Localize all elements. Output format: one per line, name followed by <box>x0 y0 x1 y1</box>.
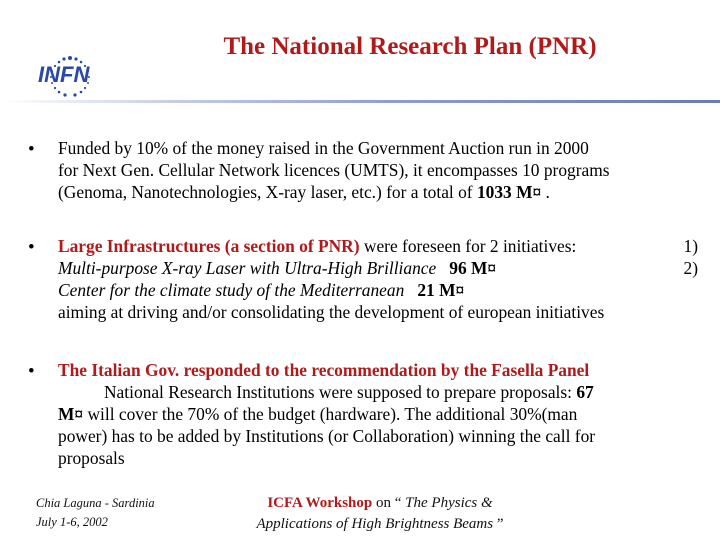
total-amount: 1033 M¤ <box>476 182 542 202</box>
bullet-infrastructures <box>58 235 698 323</box>
bullet-marker: • <box>28 139 35 160</box>
funding-line-3: (Genoma, Nanotechnologies, X-ray laser, etc.) for a total of 1033 M¤ . <box>58 182 550 202</box>
infra-line-4: aiming at driving and/or consolidating the development of european initiatives <box>58 302 605 322</box>
funding-line-1: Funded by 10% of the money raised in the Government Auction run in 2000 <box>58 138 589 158</box>
footer-venue <box>36 494 155 532</box>
gov-heading: The Italian Gov. responded to the recommendation by the Fasella Panel <box>58 360 590 380</box>
bullet-marker: • <box>28 361 35 382</box>
bullet-funding <box>58 137 698 203</box>
footer-workshop: ICFA Workshop on “ The Physics & Applications of High Brightness Beams ” <box>256 495 504 532</box>
infra-item-1: Multi-purpose X-ray Laser with Ultra-High Brilliance <box>58 258 437 278</box>
infra-amount-2: 21 M¤ <box>417 280 465 300</box>
page-title: The National Research Plan (PNR) <box>223 33 597 60</box>
footer-location: Chia Laguna - Sardinia <box>36 496 155 510</box>
gov-line-5: proposals <box>58 448 125 468</box>
gov-line-3: M¤ will cover the 70% of the budget (hardware). The additional 30%(man <box>58 404 578 424</box>
infn-logo <box>14 22 164 102</box>
item-number-1: 1) <box>683 236 698 256</box>
infra-line-2 <box>58 257 698 279</box>
workshop-theme-2: Applications of High Brightness Beams <box>256 516 494 532</box>
infra-line-1: Large Infrastructures (a section of PNR) were foreseen for 2 initiatives: 1) <box>58 236 698 256</box>
logo-text: INFN <box>38 62 90 87</box>
infra-amount-1: 96 M¤ <box>449 258 497 278</box>
title-divider <box>0 100 720 103</box>
workshop-theme-1: The Physics & <box>401 495 493 511</box>
gov-line-4: power) has to be added by Institutions (or Collaboration) winning the call for <box>58 426 596 446</box>
infra-item-2: Center for the climate study of the Mediterranean <box>58 280 405 300</box>
bullet-marker: • <box>28 237 35 258</box>
bullet-government <box>58 359 698 469</box>
footer-dates: July 1-6, 2002 <box>36 515 108 529</box>
gov-line-2: National Research Institutions were supposed to prepare proposals: 67 <box>104 382 594 402</box>
funding-line-2: for Next Gen. Cellular Network licences (UMTS), it encompasses 10 programs <box>58 160 610 180</box>
workshop-name: ICFA Workshop <box>267 495 373 511</box>
item-number-2: 2) <box>683 258 698 278</box>
infra-line-3 <box>58 279 698 301</box>
infra-heading: Large Infrastructures (a section of PNR) <box>58 236 360 256</box>
